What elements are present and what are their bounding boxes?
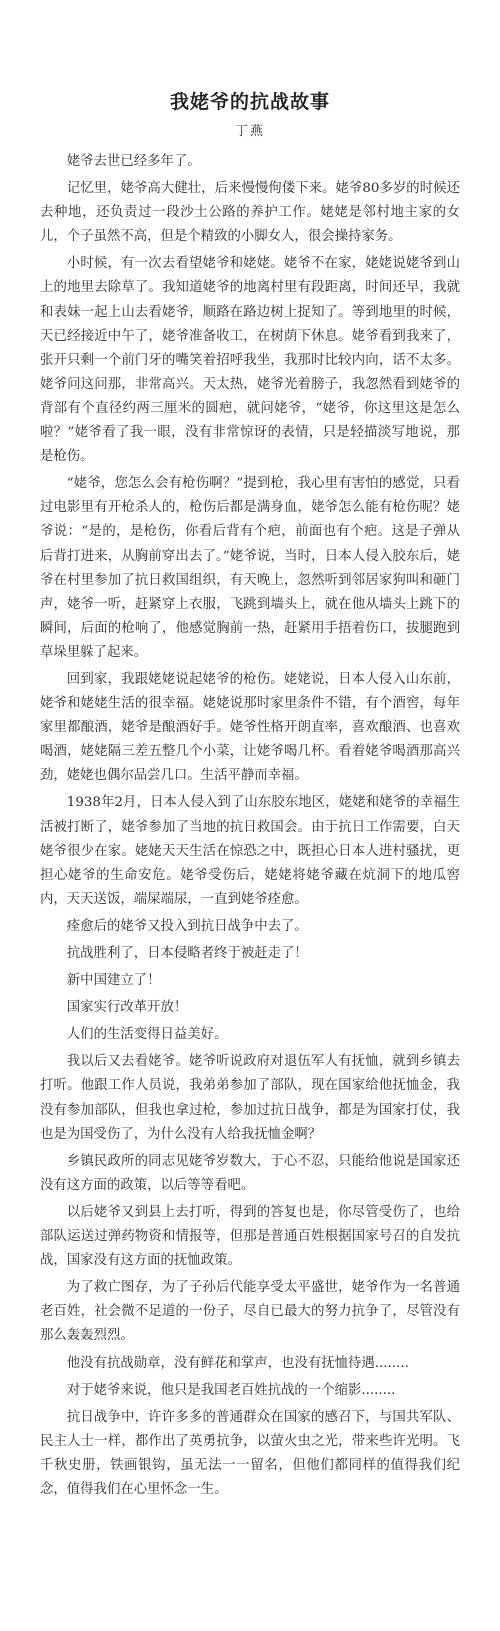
paragraph: 抗日战争中，许许多多的普通群众在国家的感召下，与国共军队、民主人士一样，都作出了英勇抗争，以萤火虫之光，带来些许光明。飞千秋史册，铁画银钩，虽无法一一留名，但他们都同样的值得我们纪念，值得我们在心里怀念一生。 <box>40 1409 460 1497</box>
paragraph: “姥爷，您怎么会有枪伤啊？”提到枪，我心里有害怕的感觉，只看过电影里有开枪杀人的，枪伤后都是满身血，姥爷怎么能有枪伤呢？姥爷说：“是的，是枪伤，你看后背有个疤，前面也有个疤。这是子弹从后背打进来，从胸前穿出去了。”姥爷说，当时，日本人侵入胶东后，姥爷在村里参加了抗日救国组织，有天晚上，忽然听到邻居家狗叫和砸门声，姥爷一听，赶紧穿上衣服，飞跳到墙头上，就在他从墙头上跳下的瞬间，后面的枪响了，他感觉胸前一热，赶紧用手捂着伤口，拔腿跑到草垛里躲了起来。 <box>40 476 460 660</box>
paragraph: 人们的生活变得日益美好。 <box>66 1027 228 1043</box>
article-title: 我姥爷的抗战故事 <box>169 91 330 113</box>
paragraph: 新中国建立了！ <box>66 973 161 989</box>
paragraph: 记忆里，姥爷高大健壮，后来慢慢佝偻下来。姥爷80多岁的时候还去种地，还负责过一段沙土公路的养护工作。姥姥是邻村地主家的女儿，个子虽然不高，但是个精致的小脚女人，很会操持家务。 <box>40 181 460 245</box>
paragraph: 为了救亡图存，为了子孙后代能享受太平盛世，姥爷作为一名普通老百姓，社会微不足道的一份子，尽自已最大的努力抗争了，尽管没有那么轰轰烈烈。 <box>40 1280 460 1344</box>
article-body <box>40 150 460 1502</box>
paragraph: 痊愈后的姥爷又投入到抗日战争中去了。 <box>66 918 308 934</box>
paragraph: 国家实行改革开放！ <box>66 1000 188 1016</box>
paragraph: 他没有抗战勋章，没有鲜花和掌声，也没有抚恤待遇........ <box>66 1355 409 1371</box>
article-author: 丁燕 <box>234 124 265 139</box>
paragraph: 抗战胜利了，日本侵略者终于被赶走了！ <box>66 946 308 961</box>
paragraph: 以后姥爷又到县上去打听，得到的答复也是，你尽管受伤了，也给部队运送过弹药物资和情报等，但那是普通百姓根据国家号召的自发抗战，国家没有这方面的抚恤政策。 <box>40 1204 460 1269</box>
paragraph: 小时候，有一次去看望姥爷和姥姥。姥爷不在家，姥姥说姥爷到山上的地里去除草了。我知道姥爷的地离村里有段距离，时间还早，我就和表妹一起上山去看姥爷，顺路在路边树上捉知了。等到地里的时候，天已经接近中午了，姥爷准备收工，在树荫下休息。姥爷看到我来了，张开只剩一个前门牙的嘴笑着招呼我坐，我那时比较内向，话不太多。姥爷问这问那，非常高兴。天太热，姥爷光着膀子，我忽然看到姥爷的背部有个直径约两三厘米的圆疤，就问姥爷，“姥爷，你这里这是怎么啦？”姥爷看了我一眼，没有非常惊讶的表情，只是轻描淡写地说，那是枪伤。 <box>40 256 460 465</box>
paragraph: 乡镇民政所的同志见姥爷岁数大，于心不忍，只能给他说是国家还没有这方面的政策，以后等等看吧。 <box>40 1153 460 1193</box>
paragraph: 我以后又去看姥爷。姥爷听说政府对退伍军人有抚恤，就到乡镇去打听。他跟工作人员说，我弟弟参加了部队，现在国家给他抚恤金，我没有参加部队，但我也拿过枪，参加过抗日战争，都是为国家打仗，我也是为国受伤了，为什么没有人给我抚恤金啊？ <box>40 1054 460 1142</box>
paragraph: 1938年2月，日本人侵入到了山东胶东地区，姥姥和姥爷的幸福生活被打断了，姥爷参加了当地的抗日救国会。由于抗日工作需要，白天姥爷很少在家。姥姥天天生活在惊恐之中，既担心日本人进村骚扰，更担心姥爷的生命安危。姥爷受伤后，姥姥将姥爷藏在炕洞下的地瓜窖内，天天送饭，端屎端尿，一直到姥爷痊愈。 <box>40 795 460 907</box>
paragraph: 姥爷去世已经多年了。 <box>66 154 201 169</box>
paragraph: 对于姥爷来说，他只是我国老百姓抗战的一个缩影........ <box>66 1382 396 1398</box>
paragraph: 回到家，我跟姥姥说起姥爷的枪伤。姥姥说，日本人侵入山东前，姥爷和姥姥生活的很幸福。姥姥说那时家里条件不错，有个酒窖，每年家里都酿酒，姥爷是酿酒好手。姥爷性格开朗直率，喜欢酿酒、也喜欢喝酒，姥姥隔三差五整几个小菜，让姥爷喝几杯。看着姥爷喝酒那高兴劲，姥姥也偶尔品尝几口。生活平静而幸福。 <box>40 671 460 784</box>
